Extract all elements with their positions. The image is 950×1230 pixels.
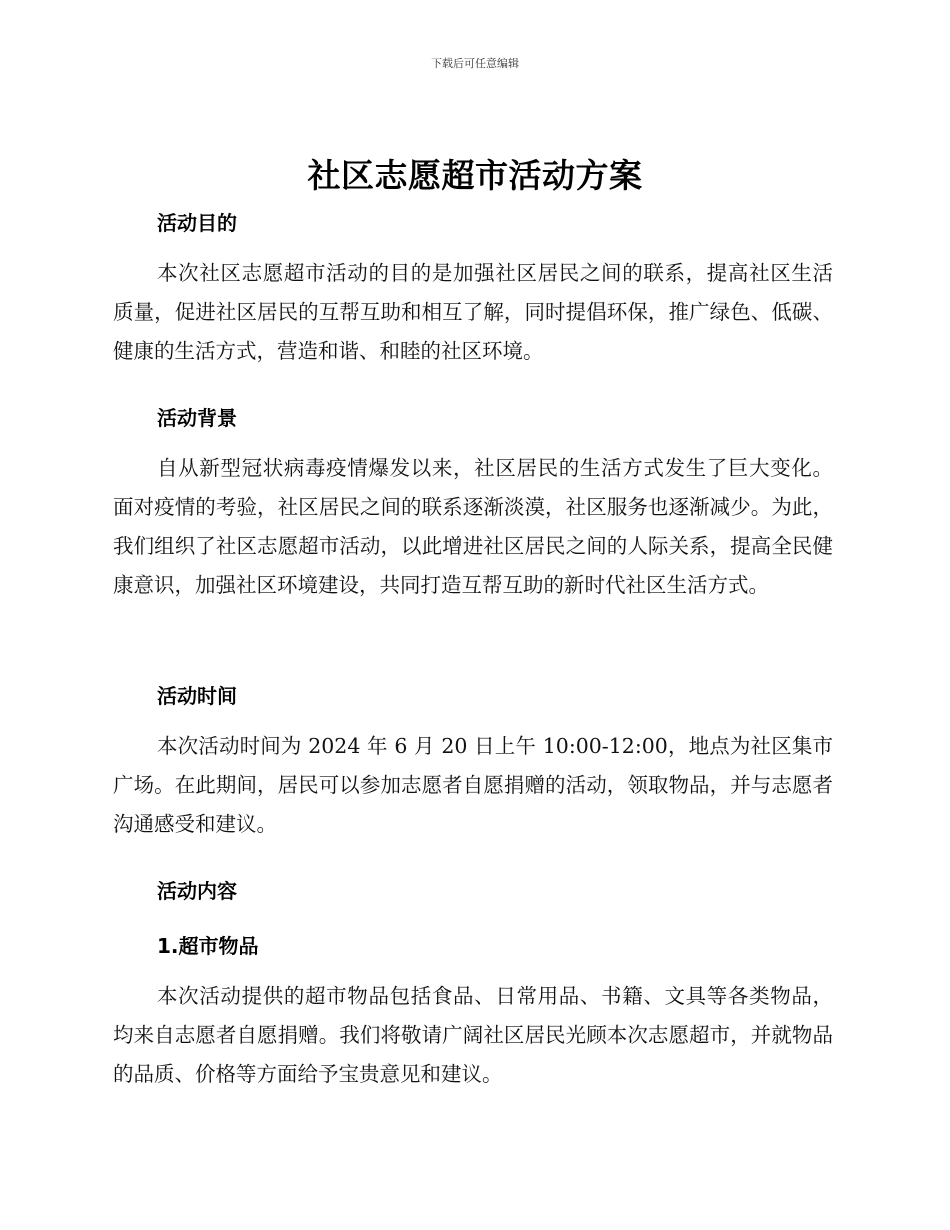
header-note: 下载后可任意编辑 [431, 57, 519, 70]
subsection-heading-items: 1.超市物品 [157, 934, 259, 958]
document-title: 社区志愿超市活动方案 [307, 156, 643, 195]
section-paragraph-items: 本次活动提供的超市物品包括食品、日常用品、书籍、文具等各类物品，均来自志愿者自愿捐赠。我们将敬请广阔社区居民光顾本次志愿超市，并就物品的品质、价格等方面给予宝贵意见和建议。 [113, 984, 833, 1086]
section-paragraph-background: 自从新型冠状病毒疫情爆发以来，社区居民的生活方式发生了巨大变化。面对疫情的考验，社区居民之间的联系逐渐淡漠，社区服务也逐渐减少。为此，我们组织了社区志愿超市活动，以此增进社区居民之间的人际关系，提高全民健康意识，加强社区环境建设，共同打造互帮互助的新时代社区生活方式。 [113, 456, 833, 597]
section-heading-time: 活动时间 [157, 684, 237, 708]
section-heading-background: 活动背景 [157, 406, 237, 430]
section-heading-purpose: 活动目的 [157, 211, 237, 235]
section-paragraph-time: 本次活动时间为 2024 年 6 月 20 日上午 10:00-12:00，地点为社区集市广场。在此期间，居民可以参加志愿者自愿捐赠的活动，领取物品，并与志愿者沟通感受和建议。 [113, 734, 833, 836]
section-heading-content: 活动内容 [157, 879, 237, 903]
section-paragraph-purpose: 本次社区志愿超市活动的目的是加强社区居民之间的联系，提高社区生活质量，促进社区居民的互帮互助和相互了解，同时提倡环保，推广绿色、低碳、健康的生活方式，营造和谐、和睦的社区环境。 [113, 261, 833, 363]
